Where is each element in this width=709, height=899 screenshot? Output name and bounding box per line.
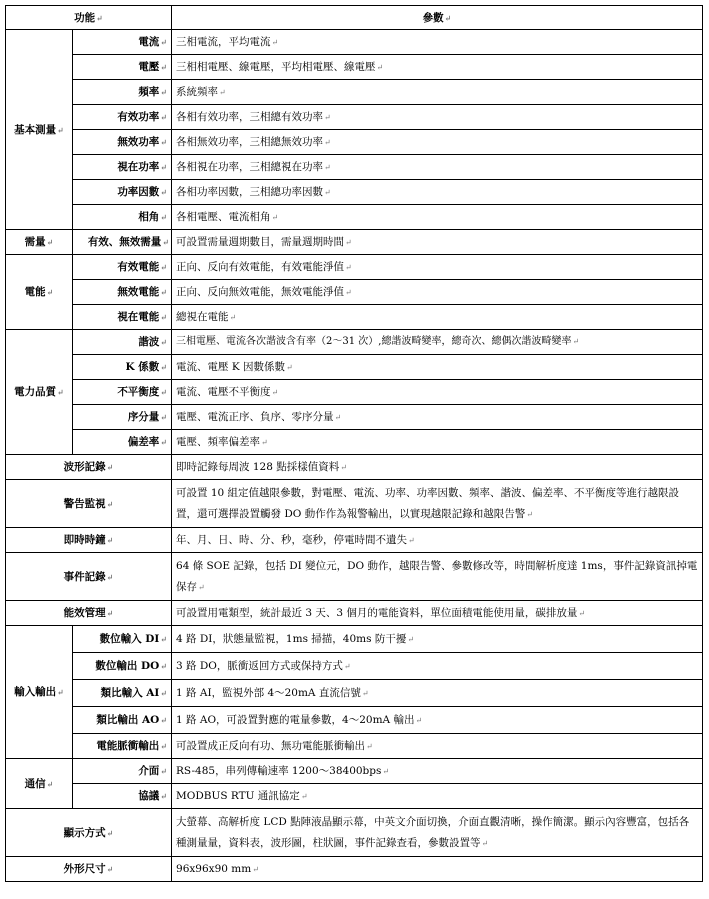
table-row — [6, 305, 703, 330]
row-label: 有效功率 ↵ — [73, 105, 172, 130]
header-function: 功能 ↵ — [6, 6, 172, 30]
row-label: 相角 ↵ — [73, 205, 172, 230]
spec-table — [5, 5, 703, 882]
row-value: 正向、反向無效電能，無效電能淨值 ↵ — [172, 280, 703, 305]
table-row — [6, 30, 703, 55]
table-row — [6, 455, 703, 480]
table-row — [6, 626, 703, 653]
table-row — [6, 330, 703, 355]
row-value: 1 路 AO，可設置對應的電量參數，4～20mA 輸出 ↵ — [172, 707, 703, 734]
category-demand: 需量 ↵ — [6, 230, 73, 255]
row-value: 系統頻率 ↵ — [172, 80, 703, 105]
header-params: 參數 ↵ — [172, 6, 703, 30]
row-value: 三相相電壓、線電壓，平均相電壓、線電壓 ↵ — [172, 55, 703, 80]
row-value: 即時記錄每周波 128 點採樣值資料 ↵ — [172, 455, 703, 480]
table-row — [6, 809, 703, 857]
row-value: 可設置 10 組定值越限參數，對電壓、電流、功率、功率因數、頻率、諧波、偏差率、不平衡度等進行越限設置，還可選擇設置觸發 DO 動作作為報警輸出，以實現越限記錄和越限告警 ↵ — [172, 480, 703, 528]
row-label: 類比輸入 AI ↵ — [73, 680, 172, 707]
header-row — [6, 6, 703, 30]
row-label: 序分量 ↵ — [73, 405, 172, 430]
row-label-waveform: 波形記錄 ↵ — [6, 455, 172, 480]
row-value: 各相視在功率，三相總視在功率 ↵ — [172, 155, 703, 180]
table-row — [6, 857, 703, 882]
row-label: 電流 ↵ — [73, 30, 172, 55]
row-value: 可設置成正反向有功、無功電能脈衝輸出 ↵ — [172, 734, 703, 759]
table-row — [6, 734, 703, 759]
table-row — [6, 528, 703, 553]
row-value: 電壓、頻率偏差率 ↵ — [172, 430, 703, 455]
row-value: 64 條 SOE 記錄，包括 DI 變位元，DO 動作，越限告警、參數修改等，時間解析度達 1ms，事件記錄資訊掉電保存 ↵ — [172, 553, 703, 601]
row-label: 介面 ↵ — [73, 759, 172, 784]
table-row — [6, 759, 703, 784]
table-row — [6, 205, 703, 230]
table-row — [6, 380, 703, 405]
row-label: 無效電能 ↵ — [73, 280, 172, 305]
table-row — [6, 80, 703, 105]
row-value: 4 路 DI，狀態量監視，1ms 掃描，40ms 防干擾 ↵ — [172, 626, 703, 653]
row-label: 電能脈衝輸出 ↵ — [73, 734, 172, 759]
table-row — [6, 405, 703, 430]
row-value: 電流、電壓不平衡度 ↵ — [172, 380, 703, 405]
row-value: MODBUS RTU 通訊協定 ↵ — [172, 784, 703, 809]
table-row — [6, 680, 703, 707]
table-row — [6, 130, 703, 155]
row-label: 協議 ↵ — [73, 784, 172, 809]
row-label: 諧波 ↵ — [73, 330, 172, 355]
row-label: 視在電能 ↵ — [73, 305, 172, 330]
row-label: 數位輸出 DO ↵ — [73, 653, 172, 680]
table-row — [6, 255, 703, 280]
row-label: 不平衡度 ↵ — [73, 380, 172, 405]
category-basic: 基本測量 ↵ — [6, 30, 73, 230]
row-label-display: 顯示方式 ↵ — [6, 809, 172, 857]
row-value: 三相電壓、電流各次諧波含有率（2～31 次）,總諧波畸變率，總奇次、總偶次諧波畸變率 ↵ — [172, 330, 703, 355]
table-row — [6, 180, 703, 205]
row-label: 有效、無效需量 ↵ — [73, 230, 172, 255]
row-label: K 係數 ↵ — [73, 355, 172, 380]
table-row — [6, 355, 703, 380]
row-value: 電流、電壓 K 因數係數 ↵ — [172, 355, 703, 380]
row-label: 電壓 ↵ — [73, 55, 172, 80]
row-label: 類比輸出 AO ↵ — [73, 707, 172, 734]
category-quality: 電力品質 ↵ — [6, 330, 73, 455]
row-value: 總視在電能 ↵ — [172, 305, 703, 330]
row-label: 數位輸入 DI ↵ — [73, 626, 172, 653]
row-value: 各相功率因數，三相總功率因數 ↵ — [172, 180, 703, 205]
row-value: 96x96x90 mm ↵ — [172, 857, 703, 882]
table-row — [6, 553, 703, 601]
table-row — [6, 784, 703, 809]
row-value: 三相電流，平均電流 ↵ — [172, 30, 703, 55]
table-row — [6, 155, 703, 180]
row-value: 可設置需量週期數目，需量週期時間 ↵ — [172, 230, 703, 255]
table-row — [6, 55, 703, 80]
table-row — [6, 653, 703, 680]
table-row — [6, 280, 703, 305]
table-row — [6, 430, 703, 455]
row-label-alarm: 警告監視 ↵ — [6, 480, 172, 528]
row-label: 頻率 ↵ — [73, 80, 172, 105]
row-label-efficiency: 能效管理 ↵ — [6, 601, 172, 626]
row-value: 各相無效功率，三相總無效功率 ↵ — [172, 130, 703, 155]
row-value: 可設置用電類型，統計最近 3 天、3 個月的電能資料，單位面積電能使用量，碳排放量 ↵ — [172, 601, 703, 626]
row-label-event: 事件記錄 ↵ — [6, 553, 172, 601]
row-label-clock: 即時時鐘 ↵ — [6, 528, 172, 553]
row-label: 視在功率 ↵ — [73, 155, 172, 180]
category-comm: 通信 ↵ — [6, 759, 73, 809]
row-value: 3 路 DO，脈衝返回方式或保持方式 ↵ — [172, 653, 703, 680]
table-row — [6, 707, 703, 734]
row-value: 電壓、電流正序、負序、零序分量 ↵ — [172, 405, 703, 430]
row-value: 大螢幕、高解析度 LCD 點陣液晶顯示幕，中英文介面切換，介面直觀清晰，操作簡潔。顯示內容豐富，包括各種測量量，資料表，波形圖，柱狀圖，事件記錄查看，參數設置等 ↵ — [172, 809, 703, 857]
row-value: 1 路 AI，監視外部 4～20mA 直流信號 ↵ — [172, 680, 703, 707]
table-row — [6, 480, 703, 528]
row-label-size: 外形尺寸 ↵ — [6, 857, 172, 882]
table-row — [6, 230, 703, 255]
row-value: 各相電壓、電流相角 ↵ — [172, 205, 703, 230]
category-energy: 電能 ↵ — [6, 255, 73, 330]
row-label: 功率因數 ↵ — [73, 180, 172, 205]
row-label: 無效功率 ↵ — [73, 130, 172, 155]
table-row — [6, 105, 703, 130]
row-label: 偏差率 ↵ — [73, 430, 172, 455]
category-io: 輸入輸出 ↵ — [6, 626, 73, 759]
table-row — [6, 601, 703, 626]
row-label: 有效電能 ↵ — [73, 255, 172, 280]
row-value: 正向、反向有效電能，有效電能淨值 ↵ — [172, 255, 703, 280]
row-value: 各相有效功率，三相總有效功率 ↵ — [172, 105, 703, 130]
row-value: 年、月、日、時、分、秒，毫秒，停電時間不遺失 ↵ — [172, 528, 703, 553]
row-value: RS-485，串列傳輸速率 1200～38400bps ↵ — [172, 759, 703, 784]
